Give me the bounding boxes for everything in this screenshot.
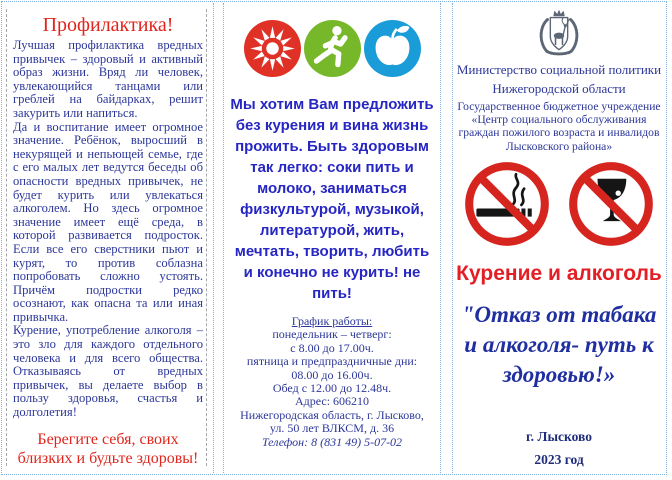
prevention-paragraph: Лучшая профилактика вредных привычек – здоровый и активный образ жизни. Вряд ли человек, увлекающийся танцами или греблей на байдарках, решит закурить или напиться.	[13, 38, 203, 120]
schedule-line: Обед с 12.00 до 12.48ч.	[272, 381, 392, 396]
apple-icon	[364, 20, 421, 77]
column-guide-line	[440, 3, 441, 473]
panel-prevention	[13, 14, 203, 466]
ministry-line: Министерство социальной политики	[456, 62, 662, 77]
prevention-title: Профилактика!	[42, 14, 174, 36]
fold-line	[6, 9, 7, 466]
schedule-line: ул. 50 лет ВЛКСМ, д. 36	[269, 421, 395, 436]
ministry-line: Нижегородской области	[492, 81, 626, 96]
coat-of-arms-icon	[455, 8, 663, 65]
institution-name: Государственное бюджетное учреждение «Центр социального обслуживания граждан пожилого возраста и инвалидов Лысковского района»	[457, 100, 661, 153]
schedule-phone: Телефон: 8 (831 49) 5-07-02	[261, 434, 403, 449]
prevention-paragraph: Да и воспитание имеет огромное значение. Ребёнок, выросший в некурящей и непьющей семье, где с его малых лет ведутся беседы об опасности вредных привычек, не будет курить или увлекаться алкоголем. Но здесь огромное значение имеет ещё среда, в которой развивается подросток. Если все его сверстники пьют и курят, то против соблазна попробовать сложно устоять. Причём подростки редко осознают, как опасна та или иная привычка.	[13, 119, 203, 324]
schedule-line: Нижегородская область, г. Лысково,	[240, 407, 424, 422]
schedule-line: Адрес: 606210	[294, 394, 370, 409]
slogan-text: Мы хотим Вам предложить без курения и вина жизнь прожить. Быть здоровым так легко: соки пить и молоко, заниматься физкультурой, музыкой, литературой, жить, мечтать, творить, любить и конечно не курить! не пить!	[230, 96, 434, 302]
schedule-line: с 8.00 до 17.00ч.	[290, 340, 374, 355]
signs-caption: Курение и алкоголь	[456, 262, 662, 285]
panel-slogan	[228, 12, 436, 468]
schedule-line: пятница и предпраздничные дни:	[246, 354, 418, 369]
stay-healthy-message: Берегите себя, своих близких и будьте здоровы!	[17, 430, 199, 467]
runner-icon	[304, 20, 361, 77]
column-guide-line	[223, 3, 224, 473]
work-schedule	[228, 315, 436, 449]
cover-quote: "Отказ от табака и алкоголя- путь к здоровью!»	[461, 302, 657, 387]
panel-cover	[455, 8, 663, 470]
city-label: г. Лысково	[526, 429, 592, 444]
sun-icon	[244, 20, 301, 77]
no-smoking-icon	[462, 158, 552, 250]
healthy-icons-row	[228, 20, 436, 77]
schedule-line: 08.00 до 16.00ч.	[291, 367, 373, 382]
no-alcohol-icon	[566, 158, 656, 250]
fold-line	[206, 9, 207, 466]
column-guide-line	[213, 3, 214, 473]
schedule-title: График работы:	[291, 314, 373, 328]
column-guide-line	[452, 3, 453, 473]
year-label: 2023 год	[534, 452, 584, 467]
schedule-line: понедельник – четверг:	[272, 327, 392, 342]
prevention-paragraph: Курение, употребление алкоголя – это зло для каждого отдельного человека и для всего общества. Отказываясь от вредных привычек, вы делаете выбор в пользу здоровья, счастья и долголетия!	[13, 323, 203, 420]
prohibition-signs	[455, 158, 663, 250]
